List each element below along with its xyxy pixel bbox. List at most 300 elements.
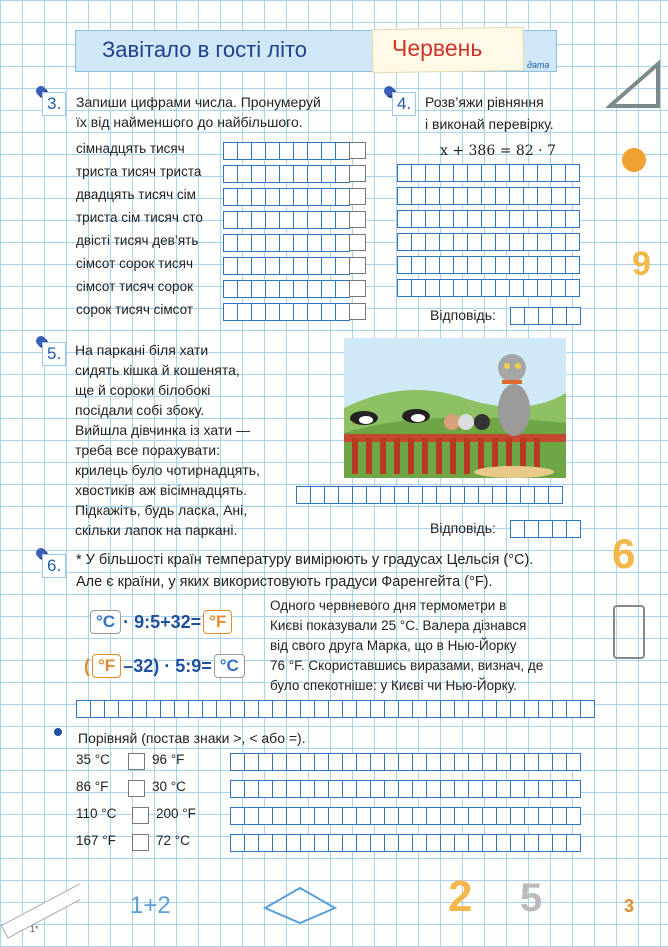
cell[interactable] (314, 700, 329, 718)
cell[interactable] (426, 834, 441, 852)
cell[interactable] (328, 834, 343, 852)
cell[interactable] (534, 486, 549, 504)
cell-row[interactable] (230, 807, 580, 825)
cell[interactable] (551, 164, 566, 182)
cell[interactable] (468, 807, 483, 825)
cell[interactable] (509, 210, 524, 228)
cell[interactable] (265, 280, 280, 298)
cell[interactable] (566, 834, 581, 852)
cell[interactable] (467, 233, 482, 251)
cell[interactable] (468, 780, 483, 798)
cell[interactable] (132, 700, 147, 718)
sign-box[interactable] (128, 780, 145, 797)
cell[interactable] (237, 165, 252, 183)
cell[interactable] (537, 256, 552, 274)
cell[interactable] (300, 807, 315, 825)
cell[interactable] (537, 233, 552, 251)
cell[interactable] (426, 780, 441, 798)
cell[interactable] (293, 211, 308, 229)
cell[interactable] (356, 834, 371, 852)
cell[interactable] (338, 486, 353, 504)
cell[interactable] (223, 211, 238, 229)
cell[interactable] (482, 807, 497, 825)
cell[interactable] (439, 233, 454, 251)
cell[interactable] (272, 834, 287, 852)
cell-row[interactable] (397, 164, 579, 182)
cell[interactable] (495, 256, 510, 274)
cell[interactable] (279, 188, 294, 206)
cell[interactable] (506, 486, 521, 504)
cell[interactable] (265, 257, 280, 275)
cell[interactable] (321, 211, 336, 229)
cell[interactable] (230, 780, 245, 798)
cell[interactable] (425, 233, 440, 251)
cell[interactable] (223, 303, 238, 321)
cell[interactable] (251, 303, 266, 321)
cell[interactable] (523, 279, 538, 297)
cell[interactable] (251, 234, 266, 252)
cell[interactable] (439, 256, 454, 274)
cell[interactable] (510, 753, 525, 771)
cell[interactable] (251, 257, 266, 275)
cell[interactable] (454, 807, 469, 825)
cell-row[interactable] (223, 211, 349, 229)
cell[interactable] (160, 700, 175, 718)
cell[interactable] (356, 753, 371, 771)
cell[interactable] (244, 780, 259, 798)
cell[interactable] (237, 257, 252, 275)
cell[interactable] (538, 753, 553, 771)
cell[interactable] (321, 142, 336, 160)
cell[interactable] (370, 700, 385, 718)
cell-row[interactable] (223, 257, 349, 275)
cell[interactable] (524, 780, 539, 798)
cell[interactable] (398, 700, 413, 718)
cell[interactable] (216, 700, 231, 718)
cell[interactable] (258, 780, 273, 798)
cell[interactable] (566, 700, 581, 718)
cell[interactable] (548, 486, 563, 504)
order-box[interactable] (349, 142, 366, 159)
cell[interactable] (481, 279, 496, 297)
cell[interactable] (496, 700, 511, 718)
cell[interactable] (370, 834, 385, 852)
cell[interactable] (565, 187, 580, 205)
cell[interactable] (565, 210, 580, 228)
cell[interactable] (481, 233, 496, 251)
cell[interactable] (342, 807, 357, 825)
cell[interactable] (426, 753, 441, 771)
cell[interactable] (279, 257, 294, 275)
cell[interactable] (537, 279, 552, 297)
cell[interactable] (76, 700, 91, 718)
cell[interactable] (566, 807, 581, 825)
cell[interactable] (551, 233, 566, 251)
cell[interactable] (272, 807, 287, 825)
cell[interactable] (439, 210, 454, 228)
cell[interactable] (566, 780, 581, 798)
cell[interactable] (300, 700, 315, 718)
cell[interactable] (509, 187, 524, 205)
cell[interactable] (412, 700, 427, 718)
cell[interactable] (244, 807, 259, 825)
cell[interactable] (492, 486, 507, 504)
cell[interactable] (425, 256, 440, 274)
cell[interactable] (230, 807, 245, 825)
cell[interactable] (440, 753, 455, 771)
cell[interactable] (146, 700, 161, 718)
cell[interactable] (412, 780, 427, 798)
cell[interactable] (520, 486, 535, 504)
cell[interactable] (412, 834, 427, 852)
cell[interactable] (467, 210, 482, 228)
cell[interactable] (265, 188, 280, 206)
cell[interactable] (310, 486, 325, 504)
cell[interactable] (495, 164, 510, 182)
cell[interactable] (237, 303, 252, 321)
cell[interactable] (481, 187, 496, 205)
cell[interactable] (552, 807, 567, 825)
cell[interactable] (552, 780, 567, 798)
cell[interactable] (328, 753, 343, 771)
cell[interactable] (244, 834, 259, 852)
cell[interactable] (496, 753, 511, 771)
cell[interactable] (258, 834, 273, 852)
cell[interactable] (565, 233, 580, 251)
sign-box[interactable] (128, 753, 145, 770)
cell[interactable] (439, 187, 454, 205)
cell[interactable] (314, 753, 329, 771)
cell[interactable] (366, 486, 381, 504)
cell[interactable] (370, 780, 385, 798)
cell-row[interactable] (397, 279, 579, 297)
cell[interactable] (453, 164, 468, 182)
cell[interactable] (321, 234, 336, 252)
cell[interactable] (300, 753, 315, 771)
cell[interactable] (335, 211, 350, 229)
cell[interactable] (352, 486, 367, 504)
cell[interactable] (188, 700, 203, 718)
cell[interactable] (565, 256, 580, 274)
cell[interactable] (481, 210, 496, 228)
cell[interactable] (426, 807, 441, 825)
cell[interactable] (478, 486, 493, 504)
cell[interactable] (496, 807, 511, 825)
cell[interactable] (552, 834, 567, 852)
cell[interactable] (524, 807, 539, 825)
cell[interactable] (398, 780, 413, 798)
cell[interactable] (439, 279, 454, 297)
cell[interactable] (523, 233, 538, 251)
cell[interactable] (453, 279, 468, 297)
cell[interactable] (300, 834, 315, 852)
cell[interactable] (397, 164, 412, 182)
cell[interactable] (314, 780, 329, 798)
cell[interactable] (397, 233, 412, 251)
cell[interactable] (279, 303, 294, 321)
cell[interactable] (314, 834, 329, 852)
cell[interactable] (453, 187, 468, 205)
cell[interactable] (426, 700, 441, 718)
cell[interactable] (450, 486, 465, 504)
cell[interactable] (328, 700, 343, 718)
answer-cells[interactable] (510, 520, 580, 538)
cell[interactable] (523, 210, 538, 228)
cell[interactable] (496, 780, 511, 798)
order-box[interactable] (349, 188, 366, 205)
cell[interactable] (509, 233, 524, 251)
cell[interactable] (293, 280, 308, 298)
cell[interactable] (307, 165, 322, 183)
cell[interactable] (467, 279, 482, 297)
cell[interactable] (425, 279, 440, 297)
cell[interactable] (230, 700, 245, 718)
cell[interactable] (279, 280, 294, 298)
cell[interactable] (279, 165, 294, 183)
cell[interactable] (510, 807, 525, 825)
cell[interactable] (454, 700, 469, 718)
cell[interactable] (293, 303, 308, 321)
cell-row[interactable] (230, 753, 580, 771)
cell[interactable] (495, 233, 510, 251)
cell[interactable] (335, 257, 350, 275)
cell[interactable] (467, 256, 482, 274)
cell[interactable] (342, 834, 357, 852)
cell[interactable] (286, 807, 301, 825)
cell-row[interactable] (230, 780, 580, 798)
cell[interactable] (335, 188, 350, 206)
cell[interactable] (356, 807, 371, 825)
cell[interactable] (565, 164, 580, 182)
cell-row[interactable] (223, 142, 349, 160)
cell[interactable] (394, 486, 409, 504)
cell[interactable] (342, 753, 357, 771)
answer-cells[interactable] (510, 307, 580, 325)
cell[interactable] (481, 256, 496, 274)
cell[interactable] (279, 142, 294, 160)
cell[interactable] (510, 780, 525, 798)
cell[interactable] (482, 700, 497, 718)
cell[interactable] (509, 164, 524, 182)
cell[interactable] (580, 700, 595, 718)
cell[interactable] (468, 700, 483, 718)
cell[interactable] (538, 834, 553, 852)
cell-row[interactable] (223, 280, 349, 298)
cell[interactable] (307, 188, 322, 206)
cell[interactable] (251, 188, 266, 206)
cell[interactable] (300, 780, 315, 798)
cell-row[interactable] (223, 165, 349, 183)
cell[interactable] (286, 753, 301, 771)
cell[interactable] (510, 700, 525, 718)
cell[interactable] (552, 753, 567, 771)
cell[interactable] (440, 780, 455, 798)
cell[interactable] (286, 700, 301, 718)
cell[interactable] (411, 279, 426, 297)
cell[interactable] (398, 753, 413, 771)
cell[interactable] (223, 165, 238, 183)
cell[interactable] (454, 753, 469, 771)
cell[interactable] (237, 142, 252, 160)
cell[interactable] (251, 280, 266, 298)
cell[interactable] (538, 700, 553, 718)
cell[interactable] (307, 211, 322, 229)
cell[interactable] (537, 164, 552, 182)
cell[interactable] (293, 142, 308, 160)
cell[interactable] (279, 211, 294, 229)
calc-cells[interactable] (296, 486, 562, 504)
cell[interactable] (272, 753, 287, 771)
cell[interactable] (523, 164, 538, 182)
cell[interactable] (293, 257, 308, 275)
cell[interactable] (286, 780, 301, 798)
cell[interactable] (411, 187, 426, 205)
cell[interactable] (335, 280, 350, 298)
cell[interactable] (436, 486, 451, 504)
cell[interactable] (307, 234, 322, 252)
cell[interactable] (397, 187, 412, 205)
cell[interactable] (258, 753, 273, 771)
cell[interactable] (321, 303, 336, 321)
cell[interactable] (296, 486, 311, 504)
cell[interactable] (321, 280, 336, 298)
cell[interactable] (440, 834, 455, 852)
cell[interactable] (370, 753, 385, 771)
cell[interactable] (258, 700, 273, 718)
cell[interactable] (538, 807, 553, 825)
cell[interactable] (440, 700, 455, 718)
cell-row[interactable] (223, 303, 349, 321)
cell-row[interactable] (397, 233, 579, 251)
order-box[interactable] (349, 303, 366, 320)
cell[interactable] (412, 807, 427, 825)
cell[interactable] (251, 142, 266, 160)
cell[interactable] (223, 234, 238, 252)
cell-row[interactable] (230, 834, 580, 852)
cell[interactable] (524, 753, 539, 771)
cell[interactable] (230, 753, 245, 771)
cell[interactable] (104, 700, 119, 718)
cell[interactable] (482, 753, 497, 771)
cell[interactable] (265, 303, 280, 321)
cell[interactable] (342, 780, 357, 798)
cell[interactable] (425, 187, 440, 205)
cell[interactable] (509, 279, 524, 297)
cell[interactable] (551, 256, 566, 274)
cell[interactable] (551, 279, 566, 297)
cell[interactable] (321, 257, 336, 275)
cell[interactable] (258, 807, 273, 825)
cell[interactable] (397, 210, 412, 228)
cell[interactable] (384, 780, 399, 798)
cell[interactable] (467, 164, 482, 182)
cell-row[interactable] (397, 187, 579, 205)
cell[interactable] (411, 256, 426, 274)
cell[interactable] (453, 210, 468, 228)
cell[interactable] (286, 834, 301, 852)
cell[interactable] (328, 807, 343, 825)
cell[interactable] (293, 188, 308, 206)
cell[interactable] (202, 700, 217, 718)
cell[interactable] (307, 303, 322, 321)
cell[interactable] (380, 486, 395, 504)
cell[interactable] (552, 700, 567, 718)
cell[interactable] (321, 188, 336, 206)
cell[interactable] (223, 257, 238, 275)
cell[interactable] (537, 187, 552, 205)
order-box[interactable] (349, 165, 366, 182)
cell[interactable] (425, 164, 440, 182)
cell[interactable] (307, 142, 322, 160)
cell[interactable] (307, 257, 322, 275)
order-box[interactable] (349, 257, 366, 274)
cell[interactable] (265, 234, 280, 252)
cell[interactable] (496, 834, 511, 852)
cell[interactable] (408, 486, 423, 504)
cell[interactable] (314, 807, 329, 825)
cell[interactable] (244, 753, 259, 771)
cell[interactable] (335, 165, 350, 183)
cell[interactable] (370, 807, 385, 825)
cell[interactable] (384, 753, 399, 771)
cell[interactable] (454, 780, 469, 798)
cell[interactable] (425, 210, 440, 228)
cell[interactable] (481, 164, 496, 182)
cell[interactable] (566, 753, 581, 771)
cell[interactable] (495, 210, 510, 228)
cell[interactable] (265, 165, 280, 183)
cell[interactable] (335, 142, 350, 160)
cell[interactable] (356, 700, 371, 718)
cell[interactable] (482, 780, 497, 798)
cell[interactable] (328, 780, 343, 798)
cell[interactable] (335, 234, 350, 252)
cell[interactable] (411, 233, 426, 251)
cell[interactable] (397, 279, 412, 297)
cell[interactable] (524, 700, 539, 718)
cell[interactable] (467, 187, 482, 205)
cell[interactable] (468, 834, 483, 852)
cell[interactable] (272, 780, 287, 798)
cell-row[interactable] (223, 234, 349, 252)
cell[interactable] (440, 807, 455, 825)
cell-row[interactable] (397, 256, 579, 274)
cell[interactable] (454, 834, 469, 852)
cell[interactable] (237, 188, 252, 206)
cell[interactable] (251, 165, 266, 183)
cell[interactable] (565, 279, 580, 297)
cell[interactable] (422, 486, 437, 504)
cell[interactable] (307, 280, 322, 298)
cell[interactable] (272, 700, 287, 718)
answer-cells-long[interactable] (76, 700, 594, 718)
cell[interactable] (411, 210, 426, 228)
cell[interactable] (237, 234, 252, 252)
cell[interactable] (523, 256, 538, 274)
cell[interactable] (90, 700, 105, 718)
cell[interactable] (237, 280, 252, 298)
cell[interactable] (439, 164, 454, 182)
cell[interactable] (524, 834, 539, 852)
cell[interactable] (495, 279, 510, 297)
cell[interactable] (398, 834, 413, 852)
cell[interactable] (510, 834, 525, 852)
cell[interactable] (335, 303, 350, 321)
cell[interactable] (412, 753, 427, 771)
sign-box[interactable] (132, 834, 149, 851)
cell[interactable] (293, 165, 308, 183)
cell[interactable] (523, 187, 538, 205)
